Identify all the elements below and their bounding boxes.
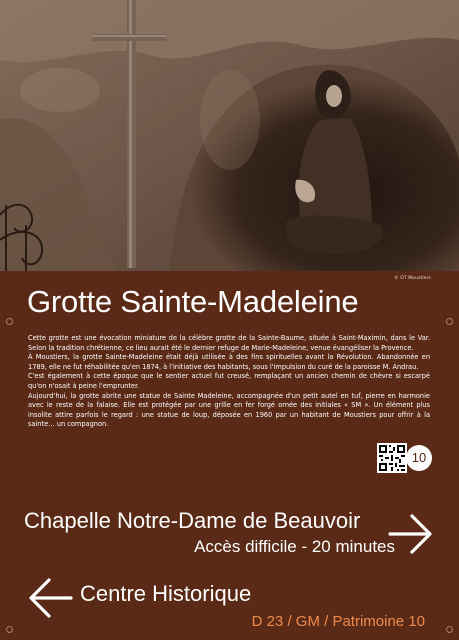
description-text [28, 334, 430, 430]
qr-code-icon[interactable] [377, 443, 407, 473]
photo-credit: © OT Moustiers [394, 276, 431, 281]
description-paragraph: C'est également à cette époque que le sentier actuel fut creusé, remplaçant un ancien chemin de chèvre si escarpé qu'on n'osait à peine l'emprunter. [28, 372, 430, 390]
fastener-mark-bottom-left [6, 626, 13, 633]
description-paragraph: À Moustiers, la grotte Sainte-Madeleine était déjà utilisée à des fins spirituelles avant la Révolution. Abandonnée en 1789, elle ne fut réhabilitée qu'en 1874, à l'initiative des habitants, sous l'impulsion du curé de la paroisse M. Andrau. [28, 353, 430, 371]
route-reference: D 23 / GM / Patrimoine 10 [251, 613, 425, 630]
grotto-photo [0, 0, 459, 271]
description-paragraph: Cette grotte est une évocation miniature de la célèbre grotte de la Sainte-Baume, située à Saint-Maximin, dans le Var. Selon la tradition chrétienne, ce lieu aurait été le dernier refuge de Marie-Madeleine, venue évangéliser la Provence. [28, 334, 430, 352]
destination-centre-historique: Centre Historique [80, 581, 252, 606]
sign-title: Grotte Sainte-Madeleine [27, 284, 359, 319]
site-number-badge: 10 [406, 445, 432, 471]
fastener-mark-bottom-right [446, 626, 453, 633]
description-paragraph: Aujourd'hui, la grotte abrite une statue de Sainte Madeleine, accompagnée d'un petit autel en tuf, pierre en harmonie avec le reste de la falaise. Elle est protégée par une grille en fer forgé ornée des initiales « SM ». Un élément plus insolite attire parfois le regard : une statue de loup, déposée en 1960 par un habitant de Moustiers pour offrir à la sainte… un compagnon. [28, 391, 430, 429]
arrow-left-icon [27, 577, 73, 619]
destination-chapelle-name: Chapelle Notre-Dame de Beauvoir [24, 508, 361, 533]
fastener-mark-left [6, 318, 13, 325]
destination-chapelle-note: Accès difficile - 20 minutes [194, 537, 395, 556]
arrow-right-icon [388, 513, 434, 555]
fastener-mark-right [446, 318, 453, 325]
